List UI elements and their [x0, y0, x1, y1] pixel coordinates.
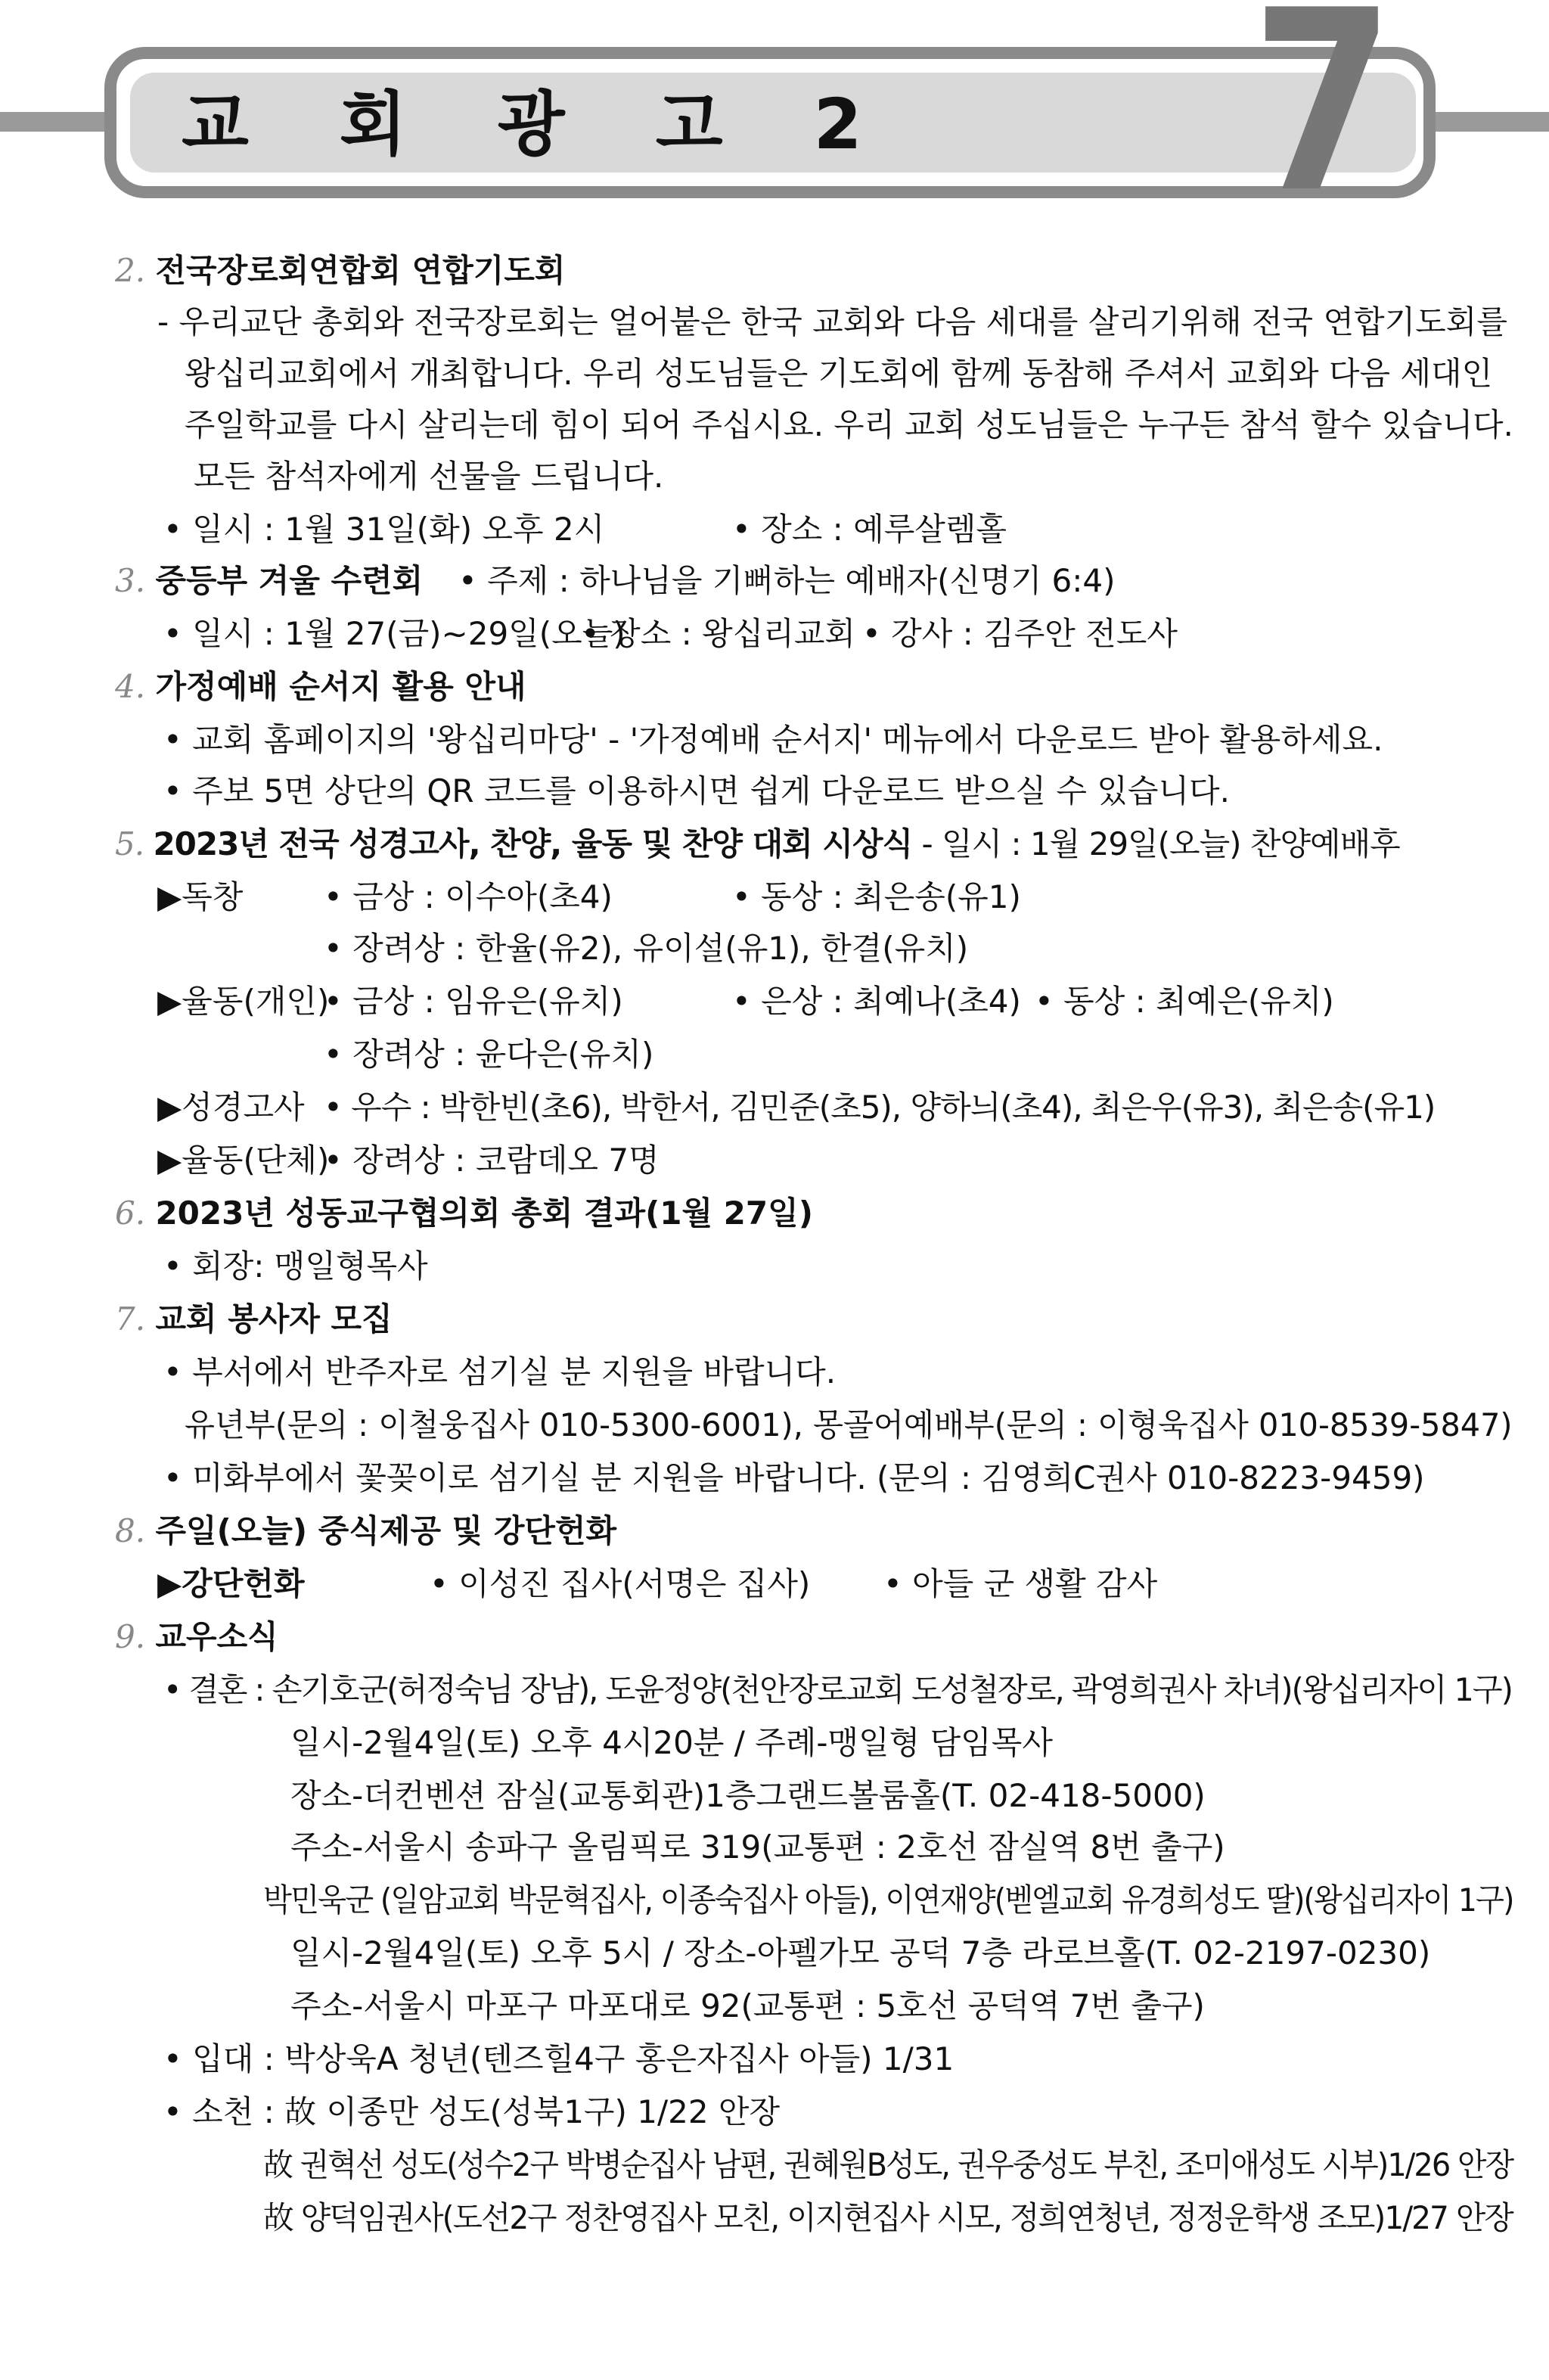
section-7-line: • 미화부에서 꽃꽂이로 섬기실 분 지원을 바랍니다. (문의 : 김영희C권사 010-8223-9459)	[163, 1459, 1425, 1496]
section-2-place: • 장소 : 예루살렘홀	[732, 511, 1007, 548]
section-2-date: • 일시 : 1월 31일(화) 오후 2시	[163, 511, 605, 548]
award-bible-excellent: • 우수 : 박한빈(초6), 박한서, 김민준(초5), 양하늬(초4), 최은우(유3), 최은송(유1)	[324, 1089, 1436, 1126]
news-line: 주소-서울시 마포구 마포대로 92(교통편 : 5호선 공덕역 7번 출구)	[290, 1987, 1205, 2024]
section-3-speaker: • 강사 : 김주안 전도사	[862, 615, 1178, 652]
news-line: 박민욱군 (일암교회 박문혁집사, 이종숙집사 아들), 이연재양(벧엘교회 유경희성도 딸)(왕십리자이 1구)	[263, 1881, 1513, 1919]
award-dance-encourage: • 장려상 : 윤다은(유치)	[324, 1036, 654, 1073]
section-2-body-line: 왕십리교회에서 개최합니다. 우리 성도님들은 기도회에 함께 동참해 주셔서 교회와 다음 세대인	[185, 355, 1493, 392]
section-3-theme: • 주제 : 하나님을 기뻐하는 예배자(신명기 6:4)	[458, 562, 1116, 599]
section-number: 6.	[115, 1195, 146, 1232]
news-line: • 입대 : 박상욱A 청년(텐즈힐4구 홍은자집사 아들) 1/31	[163, 2040, 955, 2077]
section-3-date: • 일시 : 1월 27(금)~29일(오늘)	[163, 615, 625, 652]
section-number: 7.	[115, 1300, 146, 1338]
section-3-heading	[115, 560, 1116, 602]
news-line: 장소-더컨벤션 잠실(교통회관)1층그랜드볼룸홀(T. 02-418-5000)	[290, 1777, 1206, 1814]
award-category-dance-group: ▶율동(단체)	[157, 1142, 330, 1179]
section-number: 5.	[115, 825, 144, 862]
section-number: 3.	[115, 562, 146, 599]
news-line: • 결혼 : 손기호군(허정숙님 장남), 도윤정양(천안장로교회 도성철장로, 곽영희권사 차녀)(왕십리자이 1구)	[163, 1671, 1512, 1708]
section-7-heading	[115, 1298, 393, 1341]
section-6-line: • 회장: 맹일형목사	[163, 1247, 428, 1285]
section-title: 주일(오늘) 중식제공 및 강단헌화	[155, 1512, 617, 1549]
section-5-date: - 일시 : 1월 29일(오늘) 찬양예배후	[921, 825, 1400, 862]
section-2-body-line: - 우리교단 총회와 전국장로회는 얼어붙은 한국 교회와 다음 세대를 살리기위해 전국 연합기도회를	[157, 303, 1507, 340]
award-dance-bronze: • 동상 : 최예은(유치)	[1035, 983, 1334, 1020]
page-number: 7	[1252, 0, 1395, 247]
section-title: 2023년 전국 성경고사, 찬양, 율동 및 찬양 대회 시상식	[153, 825, 913, 862]
section-8-donor: • 이성진 집사(서명은 집사)	[430, 1565, 811, 1602]
award-solo-bronze: • 동상 : 최은송(유1)	[732, 878, 1021, 915]
section-title: 교우소식	[155, 1618, 278, 1655]
section-9-heading	[115, 1616, 278, 1658]
news-line: 일시-2월4일(토) 오후 5시 / 장소-아펠가모 공덕 7층 라로브홀(T. 02-2197-0230)	[290, 1934, 1431, 1971]
news-line: • 소천 : 故 이종만 성도(성북1구) 1/22 안장	[163, 2093, 781, 2130]
section-number: 4.	[115, 668, 146, 705]
section-title: 가정예배 순서지 활용 안내	[155, 668, 526, 705]
section-title: 교회 봉사자 모집	[155, 1300, 393, 1338]
section-number: 2.	[115, 252, 146, 289]
page-title: 교 회 광 고 2	[182, 84, 896, 165]
section-8-label: ▶강단헌화	[157, 1565, 305, 1602]
section-4-line: • 주보 5면 상단의 QR 코드를 이용하시면 쉽게 다운로드 받으실 수 있습니다.	[163, 772, 1230, 809]
section-number: 8.	[115, 1512, 146, 1549]
award-dance-silver: • 은상 : 최예나(초4)	[732, 983, 1021, 1020]
section-7-line: • 부서에서 반주자로 섬기실 분 지원을 바랍니다.	[163, 1353, 837, 1390]
section-number: 9.	[115, 1618, 146, 1655]
award-category-bible-exam: ▶성경고사	[157, 1089, 305, 1126]
award-category-dance-individual: ▶율동(개인)	[157, 983, 330, 1020]
award-solo-gold: • 금상 : 이수아(초4)	[324, 878, 613, 915]
news-line: 주소-서울시 송파구 올림픽로 319(교통편 : 2호선 잠실역 8번 출구)	[290, 1828, 1225, 1866]
section-4-heading	[115, 666, 526, 708]
section-2-body-line: 모든 참석자에게 선물을 드립니다.	[194, 458, 664, 495]
section-7-line: 유년부(문의 : 이철웅집사 010-5300-6001), 몽골어예배부(문의 : 이형욱집사 010-8539-5847)	[185, 1406, 1513, 1443]
section-3-place: • 장소 : 왕십리교회	[581, 615, 855, 652]
award-category-solo: ▶독창	[157, 878, 244, 915]
news-line: 故 권혁선 성도(성수2구 박병순집사 남편, 권혜원B성도, 권우중성도 부친, 조미애성도 시부)1/26 안장	[263, 2146, 1513, 2183]
section-4-line: • 교회 홈페이지의 '왕십리마당' - '가정예배 순서지' 메뉴에서 다운로드 받아 활용하세요.	[163, 721, 1383, 758]
award-solo-encourage: • 장려상 : 한율(유2), 유이설(유1), 한결(유치)	[324, 930, 969, 967]
award-dance-group-encourage: • 장려상 : 코람데오 7명	[324, 1142, 660, 1179]
section-2-body-line: 주일학교를 다시 살리는데 힘이 되어 주십시요. 우리 교회 성도님들은 누구든 참석 할수 있습니다.	[185, 406, 1513, 443]
section-title: 중등부 겨울 수련회	[155, 562, 424, 599]
award-dance-gold: • 금상 : 임유은(유치)	[324, 983, 623, 1020]
section-5-heading	[115, 823, 1400, 865]
section-title: 전국장로회연합회 연합기도회	[155, 252, 566, 289]
section-title: 2023년 성동교구협의회 총회 결과(1월 27일)	[155, 1195, 813, 1232]
news-line: 일시-2월4일(토) 오후 4시20분 / 주례-맹일형 담임목사	[290, 1724, 1053, 1761]
section-8-reason: • 아들 군 생활 감사	[883, 1565, 1158, 1602]
section-2-heading	[115, 250, 566, 292]
news-line: 故 양덕임권사(도선2구 정찬영집사 모친, 이지현집사 시모, 정희연청년, 정정운학생 조모)1/27 안장	[263, 2199, 1513, 2236]
section-8-heading	[115, 1510, 616, 1552]
section-6-heading	[115, 1192, 813, 1235]
